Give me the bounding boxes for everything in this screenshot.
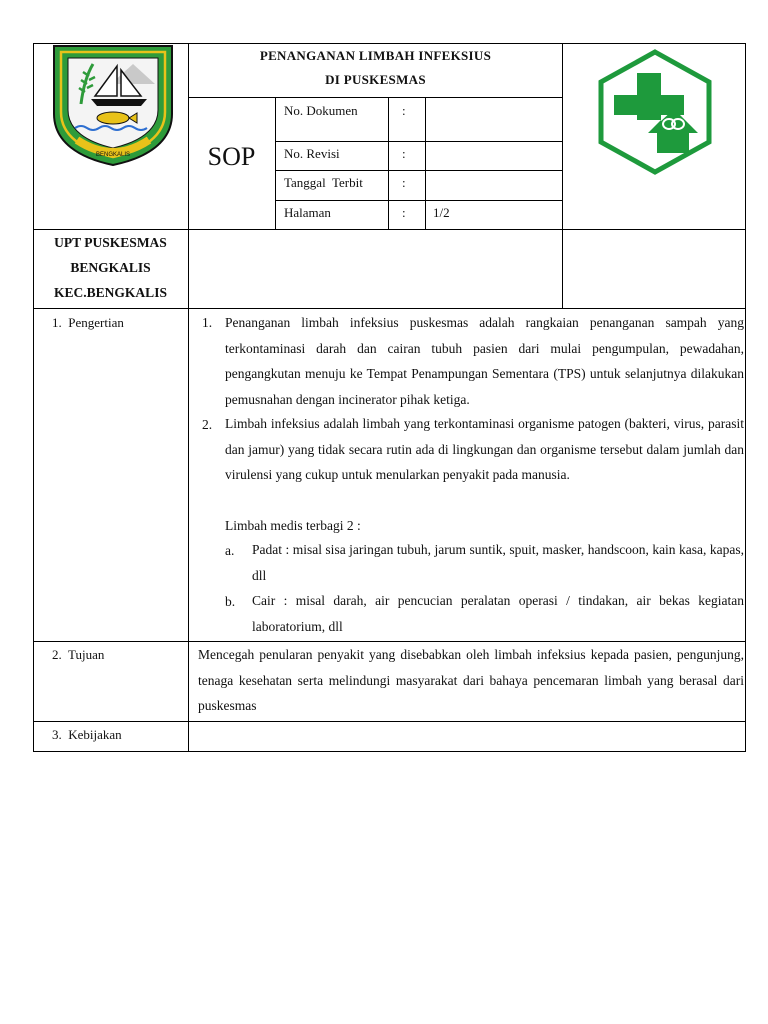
field-label-no-dokumen: No. Dokumen: [284, 103, 358, 118]
org-name-line1: UPT PUSKESMAS: [54, 235, 167, 250]
rule: [425, 97, 426, 230]
document-title-line1: PENANGANAN LIMBAH INFEKSIUS: [259, 48, 492, 63]
rule: [33, 43, 34, 752]
rule: [275, 200, 563, 201]
rule: [275, 141, 563, 142]
document-title-line2: DI PUSKESMAS: [325, 72, 426, 87]
item-number: 1.: [202, 315, 213, 330]
rule: [388, 97, 389, 230]
sub-item-letter: a.: [225, 543, 235, 558]
rule: [33, 229, 746, 230]
item-number: 2.: [202, 417, 213, 432]
limbah-medis-intro: Limbah medis terbagi 2 :: [225, 518, 361, 533]
rule: [188, 97, 563, 98]
rule: [275, 97, 276, 230]
svg-text:BENGKALIS: BENGKALIS: [95, 152, 131, 158]
limbah-cair-item: Cair : misal darah, air pencucian peralatan operasi / tindakan, air bekas kegiatan laboratorium, dll: [252, 593, 744, 634]
sub-item-letter: b.: [225, 594, 236, 609]
rule: [33, 308, 746, 309]
field-colon: :: [402, 205, 406, 220]
field-value-halaman: 1/2: [433, 205, 450, 220]
rule: [33, 721, 746, 722]
limbah-padat-item: Padat : misal sisa jaringan tubuh, jarum suntik, spuit, masker, handscoon, kain kasa, kapas, dll: [252, 542, 744, 583]
field-label-tanggal-terbit: Tanggal Terbit: [284, 175, 363, 190]
field-label-no-revisi: No. Revisi: [284, 146, 340, 161]
rule: [745, 43, 746, 752]
rule: [33, 751, 746, 752]
bengkalis-seal-logo: [51, 44, 175, 168]
field-label-halaman: Halaman: [284, 205, 331, 220]
section-label-pengertian: 1. Pengertian: [52, 315, 124, 330]
pengertian-item-2: Limbah infeksius adalah limbah yang terkontaminasi organisme patogen (bakteri, virus, parasit dan jamur) yang tidak secara rutin ada di lingkungan dan organisme tersebut dalam jumlah dan virulensi yang cukup untuk menularkan penyakit pada manusia.: [225, 416, 744, 482]
section-label-tujuan: 2. Tujuan: [52, 647, 105, 662]
org-name-line2: BENGKALIS: [70, 260, 151, 275]
pengertian-item-1: Penanganan limbah infeksius puskesmas adalah rangkaian penanganan sampah yang terkontaminasi darah dan cairan tubuh pasien dari mulai pengumpulan, pewadahan, pengangkutan menuju ke Tempat Penampungan Sementara (TPS) untuk selanjutnya dilakukan pemusnahan dengan incinerator pihak ketiga.: [225, 315, 744, 407]
section-label-kebijakan: 3. Kebijakan: [52, 727, 122, 742]
rule: [275, 170, 563, 171]
field-colon: :: [402, 103, 406, 118]
org-name-line3: KEC.BENGKALIS: [54, 285, 167, 300]
field-colon: :: [402, 175, 406, 190]
puskesmas-logo: [592, 49, 718, 175]
tujuan-text: Mencegah penularan penyakit yang disebabkan oleh limbah infeksius kepada pasien, pengunjung, tenaga kesehatan serta melindungi masyarakat dari bahaya pencemaran limbah yang berasal dari puskesmas: [198, 647, 744, 713]
field-colon: :: [402, 146, 406, 161]
sop-label: SOP: [207, 142, 256, 171]
